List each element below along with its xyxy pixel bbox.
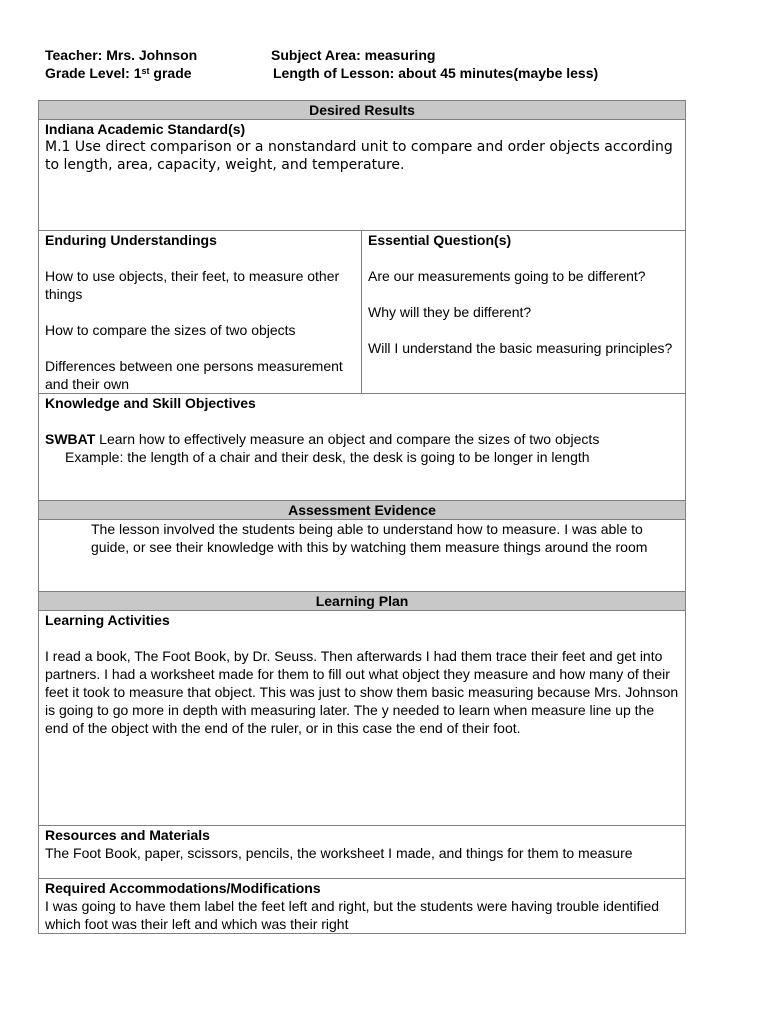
teacher-label: Teacher: Mrs. Johnson <box>45 47 198 63</box>
accommodations-text: I was going to have them label the feet left and right, but the students were having trouble identified which foot was their left and which was their right <box>45 898 660 932</box>
resources-cell <box>39 826 686 879</box>
enduring-understandings-cell <box>39 231 362 394</box>
learning-activities-text: I read a book, The Foot Book, by Dr. Seuss. Then afterwards I had them trace their feet and get into partners. I had a worksheet made for them to fill out what object they measure and how many of their feet it took to measure that object. This was just to show them basic measuring because Mrs. Johnson is going to go more in depth with measuring later. The y needed to learn when measure line up the end of the object with the end of the ruler, or in this case the end of their foot. <box>45 648 679 736</box>
knowledge-objectives-cell <box>39 394 686 501</box>
desired-results-band: Desired Results <box>39 101 686 120</box>
enduring-item: How to compare the sizes of two objects <box>45 322 296 338</box>
swbat-label: SWBAT <box>45 431 96 447</box>
subject-area-label: Subject Area: measuring <box>271 47 436 63</box>
standards-label: Indiana Academic Standard(s) <box>45 121 246 137</box>
knowledge-text: Learn how to effectively measure an object and compare the sizes of two objects <box>95 431 600 447</box>
standards-text: M.1 Use direct comparison or a nonstandard unit to compare and order objects according to length, area, capacity, weight, and temperature. <box>45 139 673 173</box>
essential-question: Will I understand the basic measuring principles? <box>368 340 673 356</box>
essential-questions-cell <box>362 231 686 394</box>
learning-activities-label: Learning Activities <box>45 612 170 628</box>
essential-question: Are our measurements going to be different? <box>368 268 646 284</box>
standards-cell <box>39 120 686 231</box>
essential-question: Why will they be different? <box>368 304 532 320</box>
learning-plan-band: Learning Plan <box>39 592 686 611</box>
grade-suffix: grade <box>149 65 192 81</box>
knowledge-objective <box>45 430 679 448</box>
knowledge-objectives-label: Knowledge and Skill Objectives <box>45 395 256 411</box>
accommodations-label: Required Accommodations/Modifications <box>45 880 321 896</box>
grade-prefix: Grade Level: 1 <box>45 65 142 81</box>
assessment-text: The lesson involved the students being able to understand how to measure. I was able to guide, or see their knowledge with this by watching them measure things around the room <box>91 521 648 555</box>
accommodations-cell <box>39 879 686 934</box>
learning-activities-cell <box>39 611 686 826</box>
lesson-plan-table <box>38 100 686 934</box>
knowledge-example: Example: the length of a chair and their desk, the desk is going to be longer in length <box>65 449 590 465</box>
grade-level-label <box>45 64 192 82</box>
resources-label: Resources and Materials <box>45 827 210 843</box>
enduring-item: Differences between one persons measurement and their own <box>45 358 343 392</box>
assessment-cell <box>39 520 686 592</box>
enduring-item: How to use objects, their feet, to measure other things <box>45 268 340 302</box>
enduring-understandings-label: Enduring Understandings <box>45 232 217 248</box>
lesson-length-label: Length of Lesson: about 45 minutes(maybe less) <box>273 65 599 81</box>
essential-questions-label: Essential Question(s) <box>368 232 512 248</box>
grade-sup: st <box>141 66 150 76</box>
assessment-evidence-band: Assessment Evidence <box>39 501 686 520</box>
resources-text: The Foot Book, paper, scissors, pencils, the worksheet I made, and things for them to measure <box>45 845 633 861</box>
